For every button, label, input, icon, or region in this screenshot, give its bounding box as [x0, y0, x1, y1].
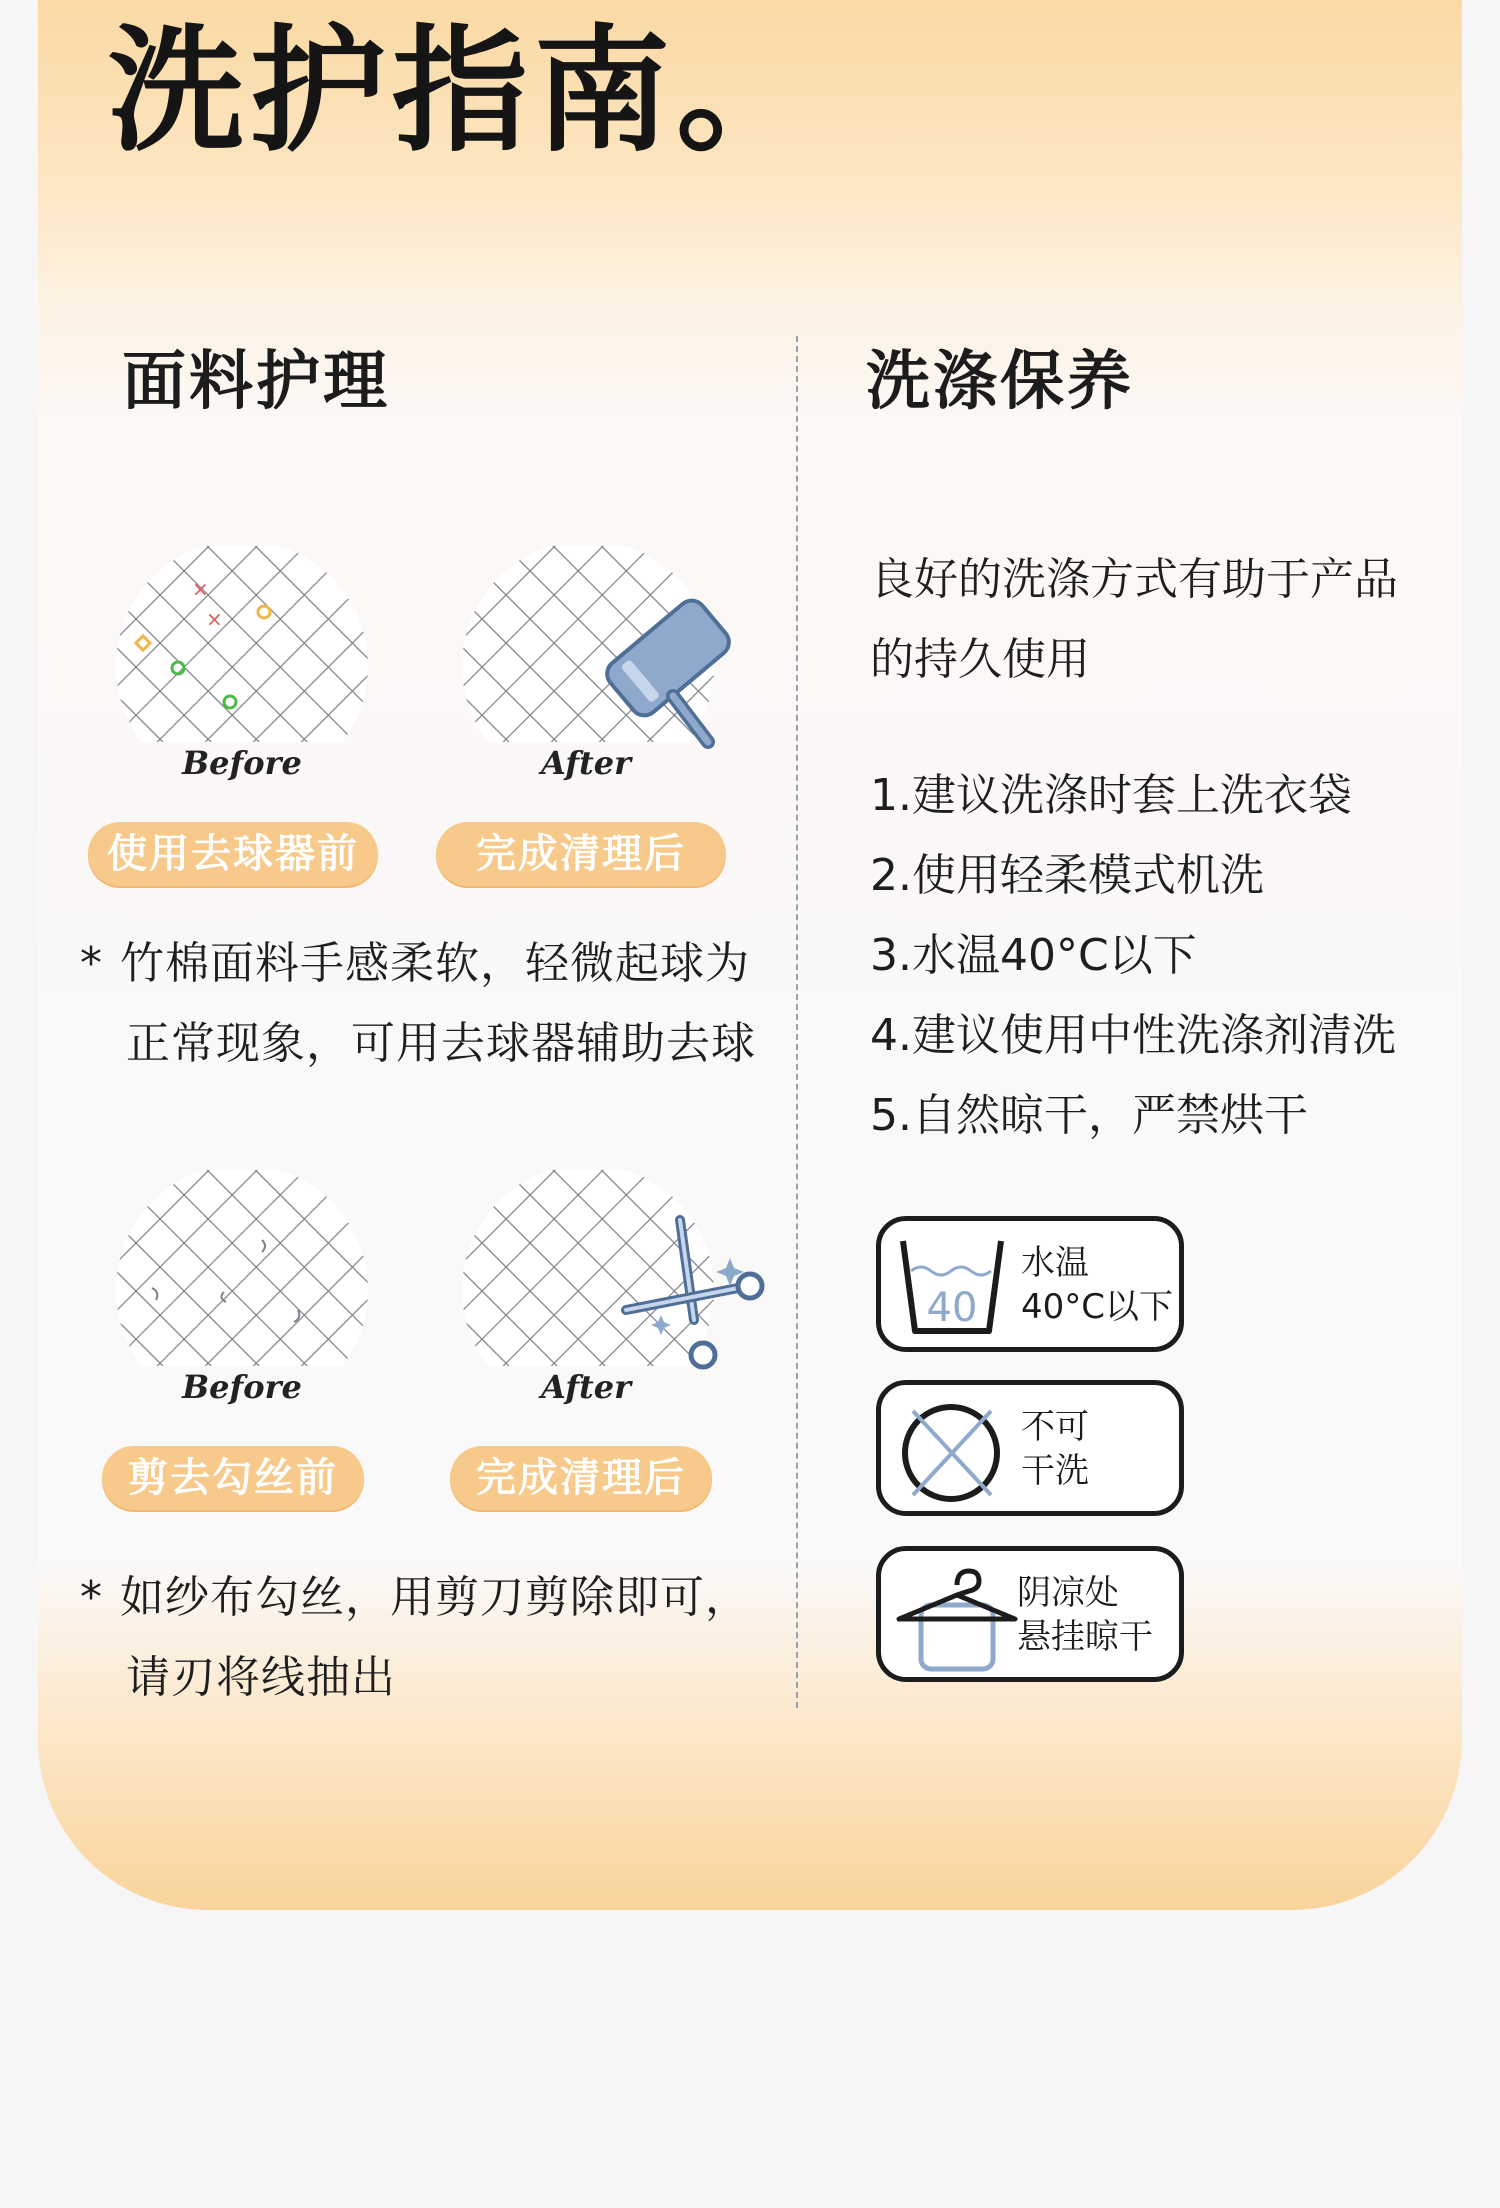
note-star: * [80, 938, 103, 989]
pilling-before-caption: Before [182, 744, 302, 782]
care-symbol-wash-temp [876, 1216, 1184, 1352]
hang-dry-text [1017, 1571, 1153, 1659]
column-divider [796, 336, 798, 1708]
washing-intro-line2: 的持久使用 [870, 634, 1090, 685]
page-title: 洗护指南。 [108, 13, 818, 171]
snag-note [80, 1558, 750, 1718]
washing-steps-list [870, 756, 1430, 1156]
no-dry-clean-text [1021, 1405, 1089, 1493]
hang-dry-icon [893, 1557, 1023, 1681]
washing-intro-line1: 良好的洗涤方式有助于产品 [870, 554, 1398, 605]
pilling-note-line1: 竹棉面料手感柔软，轻微起球为 [120, 938, 750, 989]
wash-temp-line1: 水温 [1021, 1243, 1089, 1283]
svg-text:×: × [192, 577, 209, 601]
snag-note-line1: 如纱布勾丝，用剪刀剪除即可， [120, 1572, 750, 1623]
wash-temp-number: 40 [926, 1285, 978, 1331]
hang-dry-line2: 悬挂晾干 [1017, 1617, 1153, 1657]
washing-step: 4.建议使用中性洗涤剂清洗 [870, 1010, 1396, 1061]
pilling-before-label: 使用去球器前 [88, 822, 378, 886]
washing-step: 5.自然晾干，严禁烘干 [870, 1090, 1308, 1141]
pilling-after-caption: After [540, 744, 632, 782]
fabric-care-title: 面料护理 [122, 345, 390, 419]
snag-after-label: 完成清理后 [450, 1446, 712, 1510]
washing-step: 3.水温40°C以下 [870, 930, 1197, 981]
note-star: * [80, 1572, 103, 1623]
washing-intro [870, 540, 1430, 700]
no-dry-clean-line2: 干洗 [1021, 1451, 1089, 1491]
wash-temp-text [1021, 1241, 1173, 1329]
snag-before-image [112, 1170, 372, 1370]
care-symbol-no-dry-clean [876, 1380, 1184, 1516]
washing-care-title: 洗涤保养 [866, 345, 1134, 419]
pilling-after-label: 完成清理后 [436, 822, 726, 886]
washing-step: 1.建议洗涤时套上洗衣袋 [870, 770, 1352, 821]
snag-before-caption: Before [182, 1368, 302, 1406]
snag-after-caption: After [540, 1368, 632, 1406]
snag-note-line2: 请刃将线抽出 [126, 1652, 396, 1703]
snag-before-label: 剪去勾丝前 [102, 1446, 364, 1510]
snag-after-image [458, 1170, 718, 1370]
pilling-note [80, 924, 756, 1084]
svg-text:×: × [206, 607, 223, 631]
pilling-note-line2: 正常现象，可用去球器辅助去球 [126, 1018, 756, 1069]
washing-step: 2.使用轻柔模式机洗 [870, 850, 1264, 901]
pilling-before-image [112, 546, 372, 746]
wash-temp-line2: 40°C以下 [1021, 1287, 1174, 1327]
no-dry-clean-icon [893, 1391, 1013, 1511]
wash-tub-icon [893, 1227, 1013, 1347]
hang-dry-line1: 阴凉处 [1017, 1573, 1119, 1613]
no-dry-clean-line1: 不可 [1021, 1407, 1089, 1447]
pilling-after-image [458, 546, 718, 746]
care-symbol-hang-dry [876, 1546, 1184, 1682]
